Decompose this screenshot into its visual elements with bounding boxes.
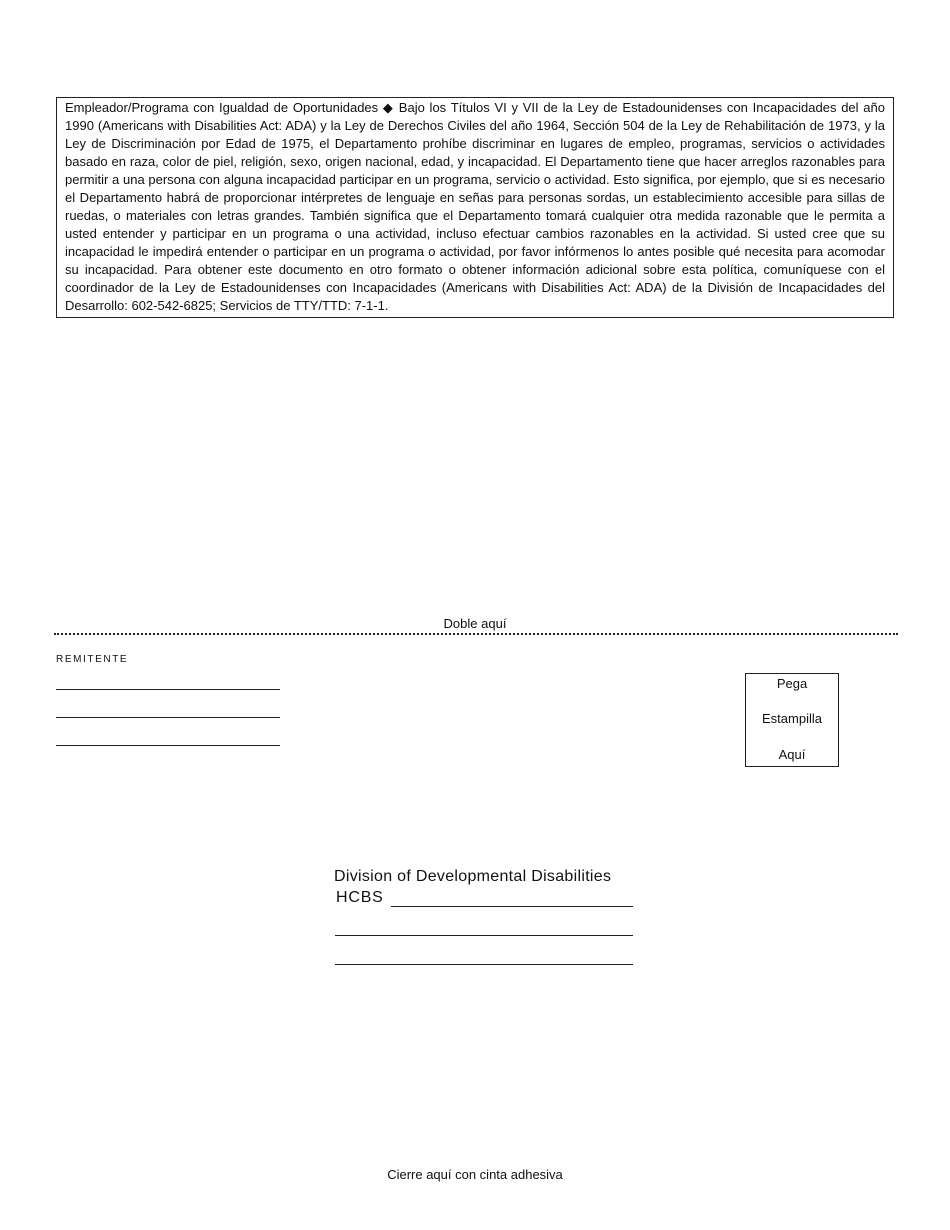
- recipient-name: Division of Developmental Disabilities: [334, 868, 612, 885]
- nondiscrimination-notice: Empleador/Programa con Igualdad de Oportunidades ◆ Bajo los Títulos VI y VII de la Ley de Estadounidenses con Incapacidades del año 1990 (Americans with Disabilities Act: ADA) y la Ley de Derechos Civiles del año 1964, Sección 504 de la Ley de Rehabilitación de 1973, y la Ley de Discriminación por Edad de 1975, el Departamento prohíbe discriminar en lugares de empleo, programas, servicios o actividades basado en raza, color de piel, religión, sexo, origen nacional, edad, y incapacidad. El Departamento tiene que hacer arreglos razonables para permitir a una persona con alguna incapacidad participar en un programa, servicio o actividad. Esto significa, por ejemplo, que si es necesario el Departamento habrá de proporcionar intérpretes de lenguaje en señas para personas sordas, un establecimiento accesible para sillas de ruedas, o materiales con letras grandes. También significa que el Departamento tomará cualquier otra medida razonable que le permita a usted entender y participar en un programa o una actividad, incluso efectuar cambios razonables en la actividad. Si usted cree que su incapacidad le impedirá entender o participar en un programa o actividad, por favor infórmenos lo antes posible qué necesita para acomodar su incapacidad. Para obtener este documento en otro formato o obtener información adicional sobre esta política, comuníquese con el coordinador de la Ley de Estadounidenses con Incapacidades (Americans with Disabilities Act: ADA) de la División de Incapacidades del Desarrollo: 602-542-6825; Servicios de TTY/TTD: 7-1-1.: [56, 97, 894, 318]
- seal-label: Cierre aquí con cinta adhesiva: [387, 1167, 563, 1182]
- recipient-hcbs-label: HCBS: [336, 889, 384, 906]
- recipient-address-line-2: [335, 935, 633, 936]
- stamp-text-line-1: Pega: [776, 676, 808, 691]
- stamp-text-line-2: Estampilla: [762, 711, 822, 726]
- fold-label: Doble aquí: [443, 616, 507, 631]
- recipient-address-line-3: [335, 964, 633, 965]
- recipient-address-line-1: [391, 906, 633, 907]
- sender-address-line-3: [56, 745, 280, 746]
- sender-address-line-2: [56, 717, 280, 718]
- stamp-text-line-3: Aquí: [778, 747, 806, 762]
- stamp-box: [745, 673, 839, 767]
- fold-dotted-line: [54, 633, 898, 635]
- sender-label: REMITENTE: [56, 654, 129, 665]
- sender-address-line-1: [56, 689, 280, 690]
